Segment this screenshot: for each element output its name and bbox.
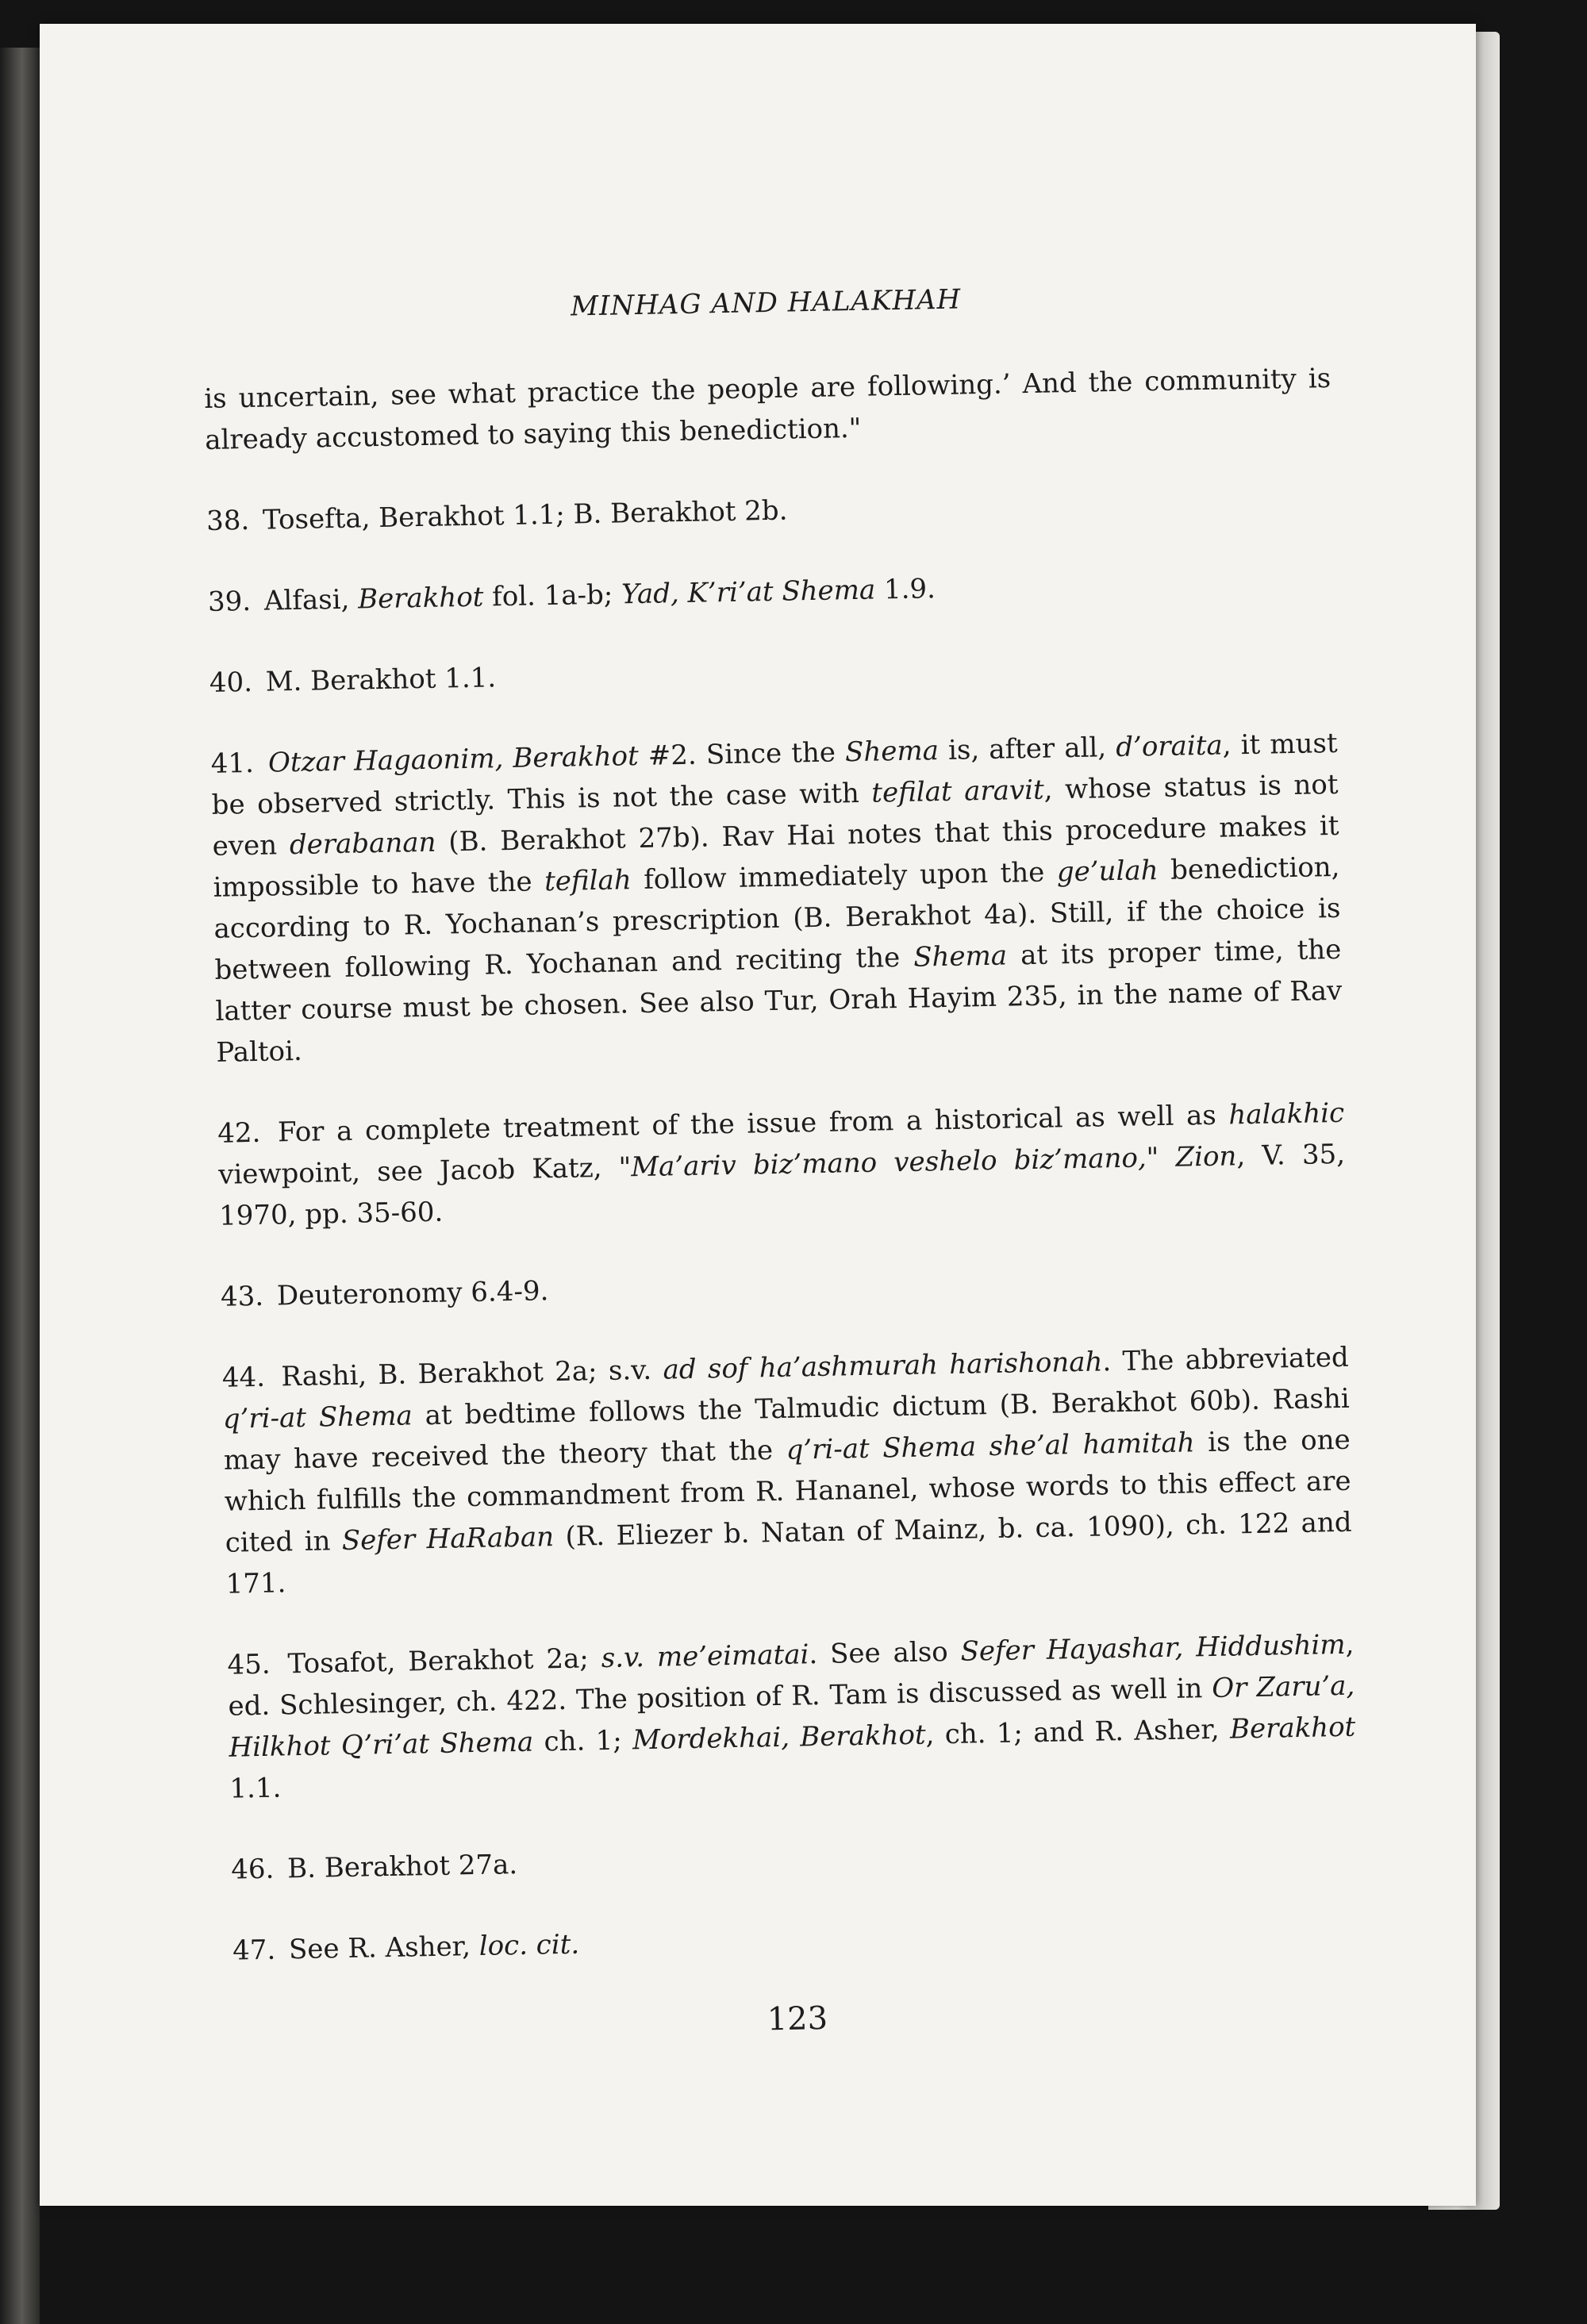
endnote-italic-text: Or Zaru’a, Hilkhot Q’ri’at Shema <box>229 1669 1355 1764</box>
endnote-number: 39. <box>207 585 252 618</box>
endnote-italic-text: tefilah <box>544 864 632 898</box>
endnote-italic-text: Otzar Hagaonim, Berakhot <box>267 740 640 779</box>
endnote-text: is the one which fulfills the commandment from R. Hananel, whose words to this effect are cited in <box>224 1423 1351 1559</box>
facing-page-edge <box>0 48 40 2324</box>
endnote-italic-text: q’ri-at Shema <box>222 1400 413 1435</box>
endnote-italic-text: ad sof ha’ashmurah harishonah <box>663 1346 1103 1386</box>
endnote-text: viewpoint, see Jacob Katz, " <box>217 1151 632 1191</box>
endnote-text: 1.9. <box>874 573 936 606</box>
endnote-number: 43. <box>220 1280 264 1313</box>
endnote <box>231 1829 1358 1891</box>
endnote-italic-text: Berakhot <box>357 581 484 616</box>
endnote-number: 45. <box>227 1648 271 1681</box>
endnote-italic-text: d’oraita <box>1115 729 1224 763</box>
endnote-number: 44. <box>221 1361 266 1394</box>
endnote-italic-text: loc. cit. <box>478 1928 580 1962</box>
endnote-italic-text: Shema <box>844 735 940 769</box>
page-number: 123 <box>767 1999 828 2038</box>
endnote-italic-text: ge’ulah <box>1056 855 1159 889</box>
endnote-text: M. Berakhot 1.1. <box>265 662 497 698</box>
endnote-text: For a complete treatment of the issue from a historical as well as <box>277 1099 1229 1149</box>
endnote-text: 1.1. <box>229 1772 282 1805</box>
endnote-text: benediction, according to R. Yochanan’s prescription (B. Berakhot 4a). Still, if the choice is between following R. Yochanan and reciting the <box>213 851 1341 986</box>
endnote <box>221 1256 1348 1318</box>
endnote <box>210 723 1343 1074</box>
endnote-number: 38. <box>206 504 250 537</box>
endnote-text: Tosafot, Berakhot 2a; <box>287 1642 602 1681</box>
endnote-text: fol. 1a-b; <box>483 578 622 613</box>
endnote-text: ch. 1; <box>532 1724 633 1758</box>
endnote-text: , ed. Schlesinger, ch. 422. The position of R. Tam is discussed as well in <box>228 1628 1355 1723</box>
endnote-italic-text: Sefer HaRaban <box>341 1521 555 1558</box>
endnote-text: , it must be observed strictly. This is not the case with <box>211 727 1338 821</box>
endnote-italic-text: Ma’ariv biz’mano veshelo biz’mano, <box>630 1142 1147 1184</box>
endnote <box>209 642 1336 704</box>
endnote-text: " <box>1146 1141 1176 1174</box>
endnote-italic-text: derabanan <box>289 826 436 862</box>
endnote <box>208 561 1335 623</box>
endnote-text: follow immediately upon the <box>631 856 1058 897</box>
page-text-block <box>202 277 1361 2048</box>
endnote-text: Tosefta, Berakhot 1.1; B. Berakhot 2b. <box>262 494 788 536</box>
endnote <box>221 1337 1352 1605</box>
endnote-text: at bedtime follows the Talmudic dictum (B. Berakhot 60b). Rashi may have received the theory that the <box>223 1382 1351 1477</box>
endnote <box>206 480 1334 542</box>
endnote-italic-text: s.v. me’eimatai <box>601 1638 809 1675</box>
book-page <box>40 24 1476 2206</box>
endnote-italic-text: tefilat aravit <box>870 774 1045 809</box>
endnote <box>217 1093 1347 1237</box>
endnote-text: , V. 35, 1970, pp. 35-60. <box>218 1138 1346 1232</box>
endnote-number: 46. <box>230 1853 275 1886</box>
endnote-text: . See also <box>809 1635 961 1671</box>
endnote-italic-text: Sefer Hayashar, Hiddushim <box>960 1628 1346 1668</box>
endnote-text: Rashi, B. Berakhot 2a; s.v. <box>281 1354 663 1393</box>
endnote <box>232 1910 1360 1972</box>
endnote-text: (R. Eliezer b. Natan of Mainz, b. ca. 1090), ch. 122 and 171. <box>225 1506 1352 1600</box>
endnote-text: , whose status is not even <box>212 768 1339 862</box>
endnote-italic-text: Zion <box>1175 1140 1237 1174</box>
endnote-text: Alfasi, <box>263 583 359 617</box>
endnote-text: at its proper time, the latter course must be chosen. See also Tur, Orah Hayim 235, in the name of Rav Paltoi. <box>215 933 1343 1069</box>
endnote-text: . The abbreviated <box>1102 1341 1350 1378</box>
endnote-italic-text: Mordekhai, Berakhot <box>632 1719 926 1757</box>
endnote-italic-text: Berakhot <box>1229 1711 1356 1746</box>
endnote-text: is, after all, <box>938 732 1116 767</box>
endnotes-list <box>206 480 1360 1972</box>
endnote-number: 41. <box>210 747 255 780</box>
endnote-italic-text: q’ri-at Shema she’al hamitah <box>786 1427 1195 1466</box>
endnote-number: 47. <box>232 1934 276 1967</box>
endnote-text: Deuteronomy 6.4-9. <box>276 1275 549 1312</box>
endnote-text: See R. Asher, <box>288 1930 480 1966</box>
endnote-number: 40. <box>209 666 253 699</box>
continuation-paragraph: is uncertain, see what practice the people are following.’ And the community is already accustomed to saying this benediction." <box>203 362 1331 456</box>
endnote-italic-text: Shema <box>913 939 1008 974</box>
endnote-text: B. Berakhot 27a. <box>286 1849 518 1885</box>
endnote-text: #2. Since the <box>638 736 846 773</box>
endnote <box>227 1624 1357 1810</box>
endnote-italic-text: Yad, K’ri’at Shema <box>621 574 876 611</box>
endnote-italic-text: halakhic <box>1228 1097 1345 1131</box>
endnote-text: , ch. 1; and R. Asher, <box>925 1713 1231 1751</box>
running-head: MINHAG AND HALAKHAH <box>570 283 962 323</box>
endnote-number: 42. <box>217 1116 261 1150</box>
endnote-text: (B. Berakhot 27b). Rav Hai notes that this procedure makes it impossible to have the <box>213 809 1339 904</box>
